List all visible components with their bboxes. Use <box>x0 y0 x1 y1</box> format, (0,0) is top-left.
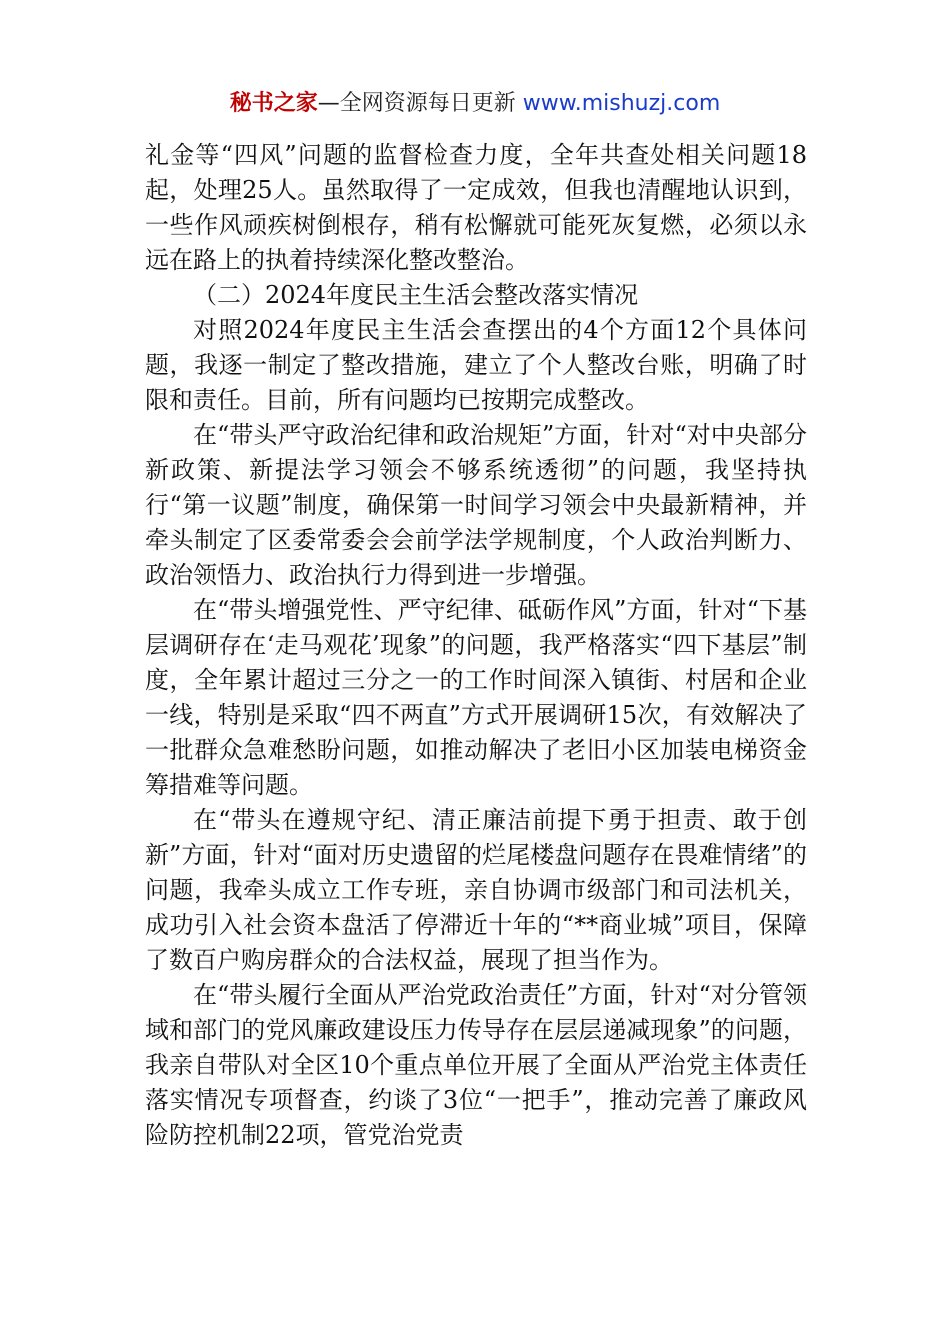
section-heading: （二）2024年度民主生活会整改落实情况 <box>193 281 639 309</box>
header-url-link[interactable]: www.mishuzj.com <box>522 91 721 116</box>
header-brand: 秘书之家 <box>229 91 318 116</box>
header-tagline: —全网资源每日更新 <box>317 91 523 116</box>
paragraph: 在“带头严守政治纪律和政治规矩”方面，针对“对中央部分新政策、新提法学习领会不够系统透彻”的问题，我坚持执行“第一议题”制度，确保第一时间学习领会中央最新精神，并牵头制定了区委常委会会前学法学规制度，个人政治判断力、政治领悟力、政治执行力得到进一步增强。 <box>145 421 807 589</box>
paragraph: 在“带头在遵规守纪、清正廉洁前提下勇于担责、敢于创新”方面，针对“面对历史遗留的烂尾楼盘问题存在畏难情绪”的问题，我牵头成立工作专班，亲自协调市级部门和司法机关，成功引入社会资本盘活了停滞近十年的“**商业城”项目，保障了数百户购房群众的合法权益，展现了担当作为。 <box>145 806 807 974</box>
paragraph-continuation: 礼金等“四风”问题的监督检查力度，全年共查处相关问题18起，处理25人。虽然取得了一定成效，但我也清醒地认识到，一些作风顽疾树倒根存，稍有松懈就可能死灰复燃，必须以永远在路上的执着持续深化整改整治。 <box>145 141 807 274</box>
paragraph: 在“带头增强党性、严守纪律、砥砺作风”方面，针对“下基层调研存在‘走马观花’现象”的问题，我严格落实“四下基层”制度，全年累计超过三分之一的工作时间深入镇街、村居和企业一线，特别是采取“四不两直”方式开展调研15次，有效解决了一批群众急难愁盼问题，如推动解决了老旧小区加装电梯资金筹措难等问题。 <box>145 596 807 799</box>
paragraph: 对照2024年度民主生活会查摆出的4个方面12个具体问题，我逐一制定了整改措施，建立了个人整改台账，明确了时限和责任。目前，所有问题均已按期完成整改。 <box>145 316 807 414</box>
paragraph: 在“带头履行全面从严治党政治责任”方面，针对“对分管领域和部门的党风廉政建设压力传导存在层层递减现象”的问题，我亲自带队对全区10个重点单位开展了全面从严治党主体责任落实情况专项督查，约谈了3位“一把手”，推动完善了廉政风险防控机制22项，管党治党责 <box>145 981 807 1149</box>
page-header <box>0 88 950 120</box>
document-body <box>145 138 807 1153</box>
